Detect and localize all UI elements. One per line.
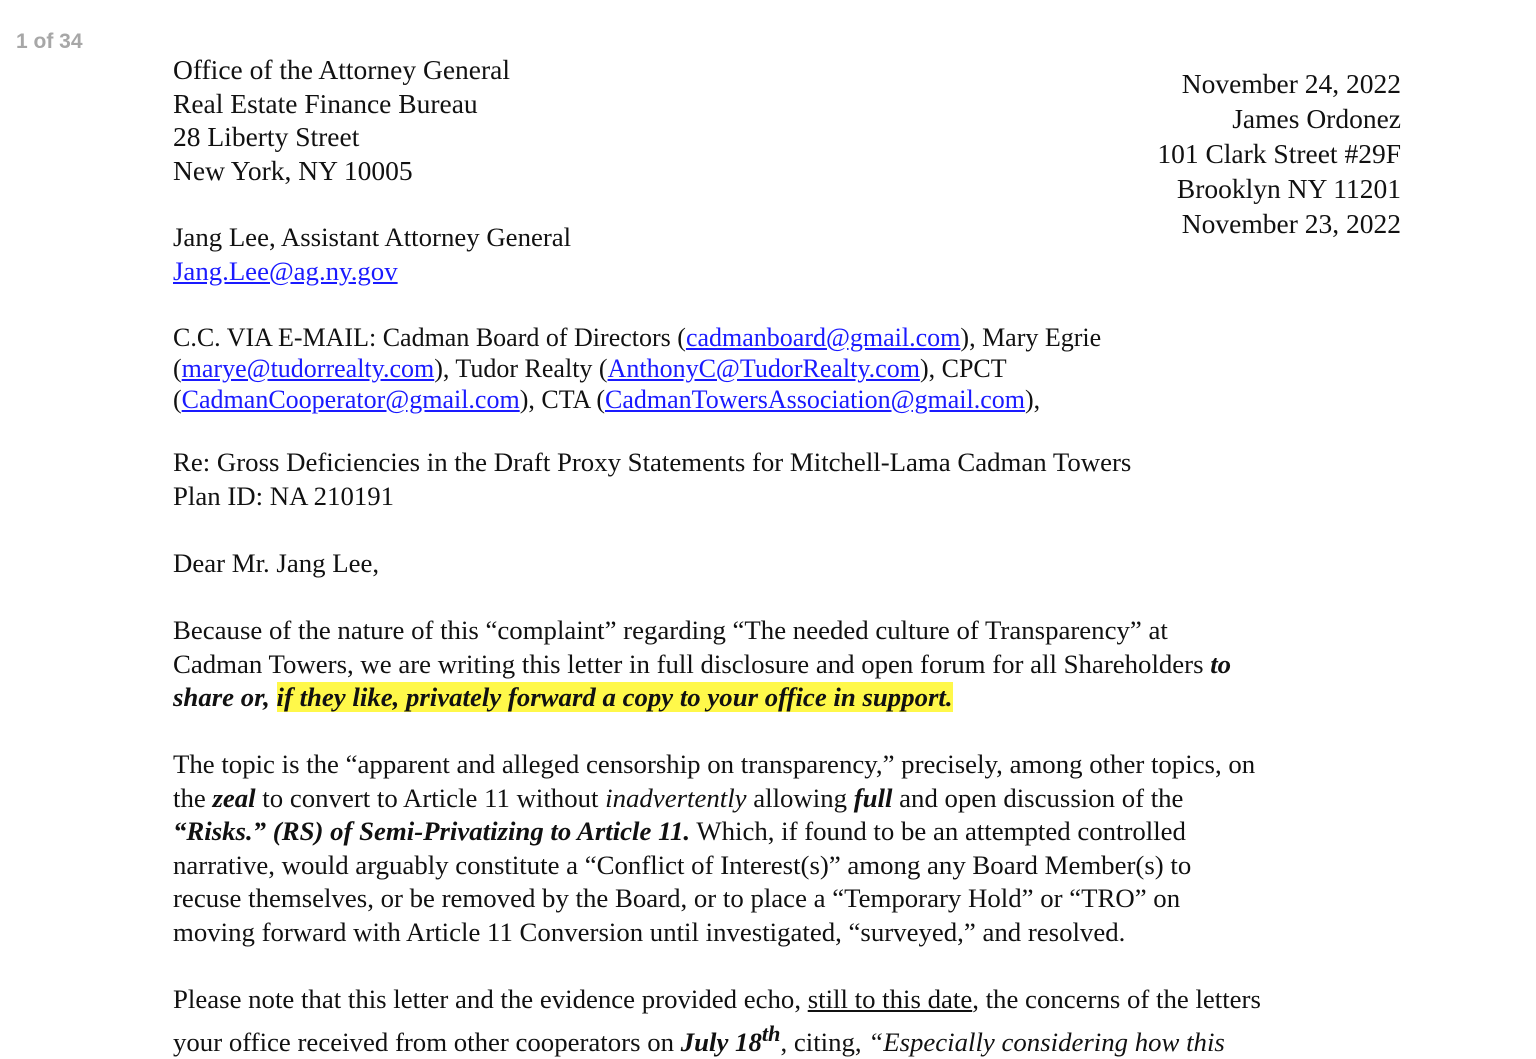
- p2-inadvertently: inadvertently: [605, 782, 747, 813]
- subject-block: [173, 446, 1423, 513]
- cc-email-marye[interactable]: marye@tudorrealty.com: [181, 354, 435, 383]
- salutation-text: Dear Mr. Jang Lee,: [173, 548, 380, 578]
- p3-july: July 18: [680, 1026, 762, 1057]
- p2-risks: “Risks.” (RS) of Semi-Privatizing to Article 11.: [173, 816, 691, 847]
- paragraph-3: [173, 983, 1423, 1059]
- sender-name: James Ordonez: [1232, 103, 1401, 134]
- cc-after3: ), CPCT: [919, 354, 1007, 383]
- page-counter: 1 of 34: [16, 30, 83, 53]
- cc-open2: (: [173, 354, 182, 383]
- cc-email-cadmantowersassociation[interactable]: CadmanTowersAssociation@gmail.com: [605, 385, 1026, 414]
- plan-id: Plan ID: NA 210191: [173, 480, 395, 511]
- sender-address: [1157, 66, 1401, 241]
- p3-line1-a: Please note that this letter and the evidence provided echo,: [173, 984, 808, 1014]
- sender-street: 101 Clark Street #29F: [1157, 138, 1401, 169]
- contact-email-link[interactable]: Jang.Lee@ag.ny.gov: [173, 255, 398, 286]
- p2-line4: narrative, would arguably constitute a “Conflict of Interest(s)” among any Board Member(s) to: [173, 849, 1192, 880]
- paragraph-1: [173, 614, 1423, 715]
- p1-line2: Cadman Towers, we are writing this letter in full disclosure and open forum for all Shareholders: [173, 648, 1211, 679]
- p3-july-sup: th: [761, 1020, 781, 1046]
- sender-city: Brooklyn NY 11201: [1176, 173, 1401, 204]
- p2-zeal: zeal: [212, 782, 256, 813]
- p1-line2-emph: to: [1210, 648, 1232, 679]
- p3-line2-c: , citing,: [780, 1026, 869, 1057]
- cc-after5: ),: [1025, 385, 1041, 414]
- cc-open4: (: [173, 385, 182, 414]
- sender-date-bottom: November 23, 2022: [1181, 208, 1401, 239]
- cc-email-anthonyc[interactable]: AnthonyC@TudorRealty.com: [607, 354, 920, 383]
- p3-quote: “Especially considering how this: [868, 1026, 1225, 1057]
- p3-still-to-this-date: still to this date: [807, 984, 973, 1014]
- cc-list: [173, 322, 1423, 415]
- recipient-address: [173, 53, 510, 187]
- recipient-contact: [173, 221, 1423, 288]
- p2-line6: moving forward with Article 11 Conversion until investigated, “surveyed,” and resolved.: [173, 916, 1126, 947]
- p2-full: full: [853, 782, 893, 813]
- p1-line3-emph: share or,: [173, 682, 277, 713]
- p2-line2-e: allowing: [746, 782, 854, 813]
- p2-line5: recuse themselves, or be removed by the Board, or to place a “Temporary Hold” or “TRO” on: [173, 883, 1181, 914]
- p1-highlight: if they like, privately forward a copy to your office in support.: [276, 682, 953, 713]
- p2-line2-g: and open discussion of the: [892, 782, 1184, 813]
- paragraph-2: [173, 748, 1423, 950]
- cc-after2: ), Tudor Realty (: [434, 354, 608, 383]
- p2-line3-b: Which, if found to be an attempted controlled: [690, 816, 1186, 847]
- recipient-line3: 28 Liberty Street: [173, 121, 360, 153]
- p2-line2-a: the: [173, 782, 213, 813]
- cc-email-cadmancooperator[interactable]: CadmanCooperator@gmail.com: [181, 385, 520, 414]
- salutation: [173, 547, 1423, 581]
- recipient-line2: Real Estate Finance Bureau: [173, 87, 478, 119]
- p3-line2-a: your office received from other cooperators on: [173, 1026, 681, 1057]
- cc-prefix: C.C. VIA E-MAIL: Cadman Board of Directors (: [173, 323, 686, 352]
- recipient-line4: New York, NY 10005: [173, 154, 413, 186]
- p3-line1-c: , the concerns of the letters: [972, 984, 1261, 1014]
- recipient-line1: Office of the Attorney General: [173, 54, 510, 85]
- sender-date-top: November 24, 2022: [1181, 68, 1401, 99]
- subject-line: Re: Gross Deficiencies in the Draft Proxy Statements for Mitchell-Lama Cadman Towers: [173, 447, 1132, 477]
- cc-email-cadmanboard[interactable]: cadmanboard@gmail.com: [685, 323, 961, 352]
- cc-after1: ), Mary Egrie: [960, 323, 1102, 352]
- p2-line1: The topic is the “apparent and alleged censorship on transparency,” precisely, among other topics, on: [173, 749, 1256, 779]
- cc-after4: ), CTA (: [519, 385, 606, 414]
- p2-line2-c: to convert to Article 11 without: [255, 782, 606, 813]
- p1-line1: Because of the nature of this “complaint” regarding “The needed culture of Transparency” at: [173, 615, 1168, 645]
- contact-name: Jang Lee, Assistant Attorney General: [173, 222, 572, 252]
